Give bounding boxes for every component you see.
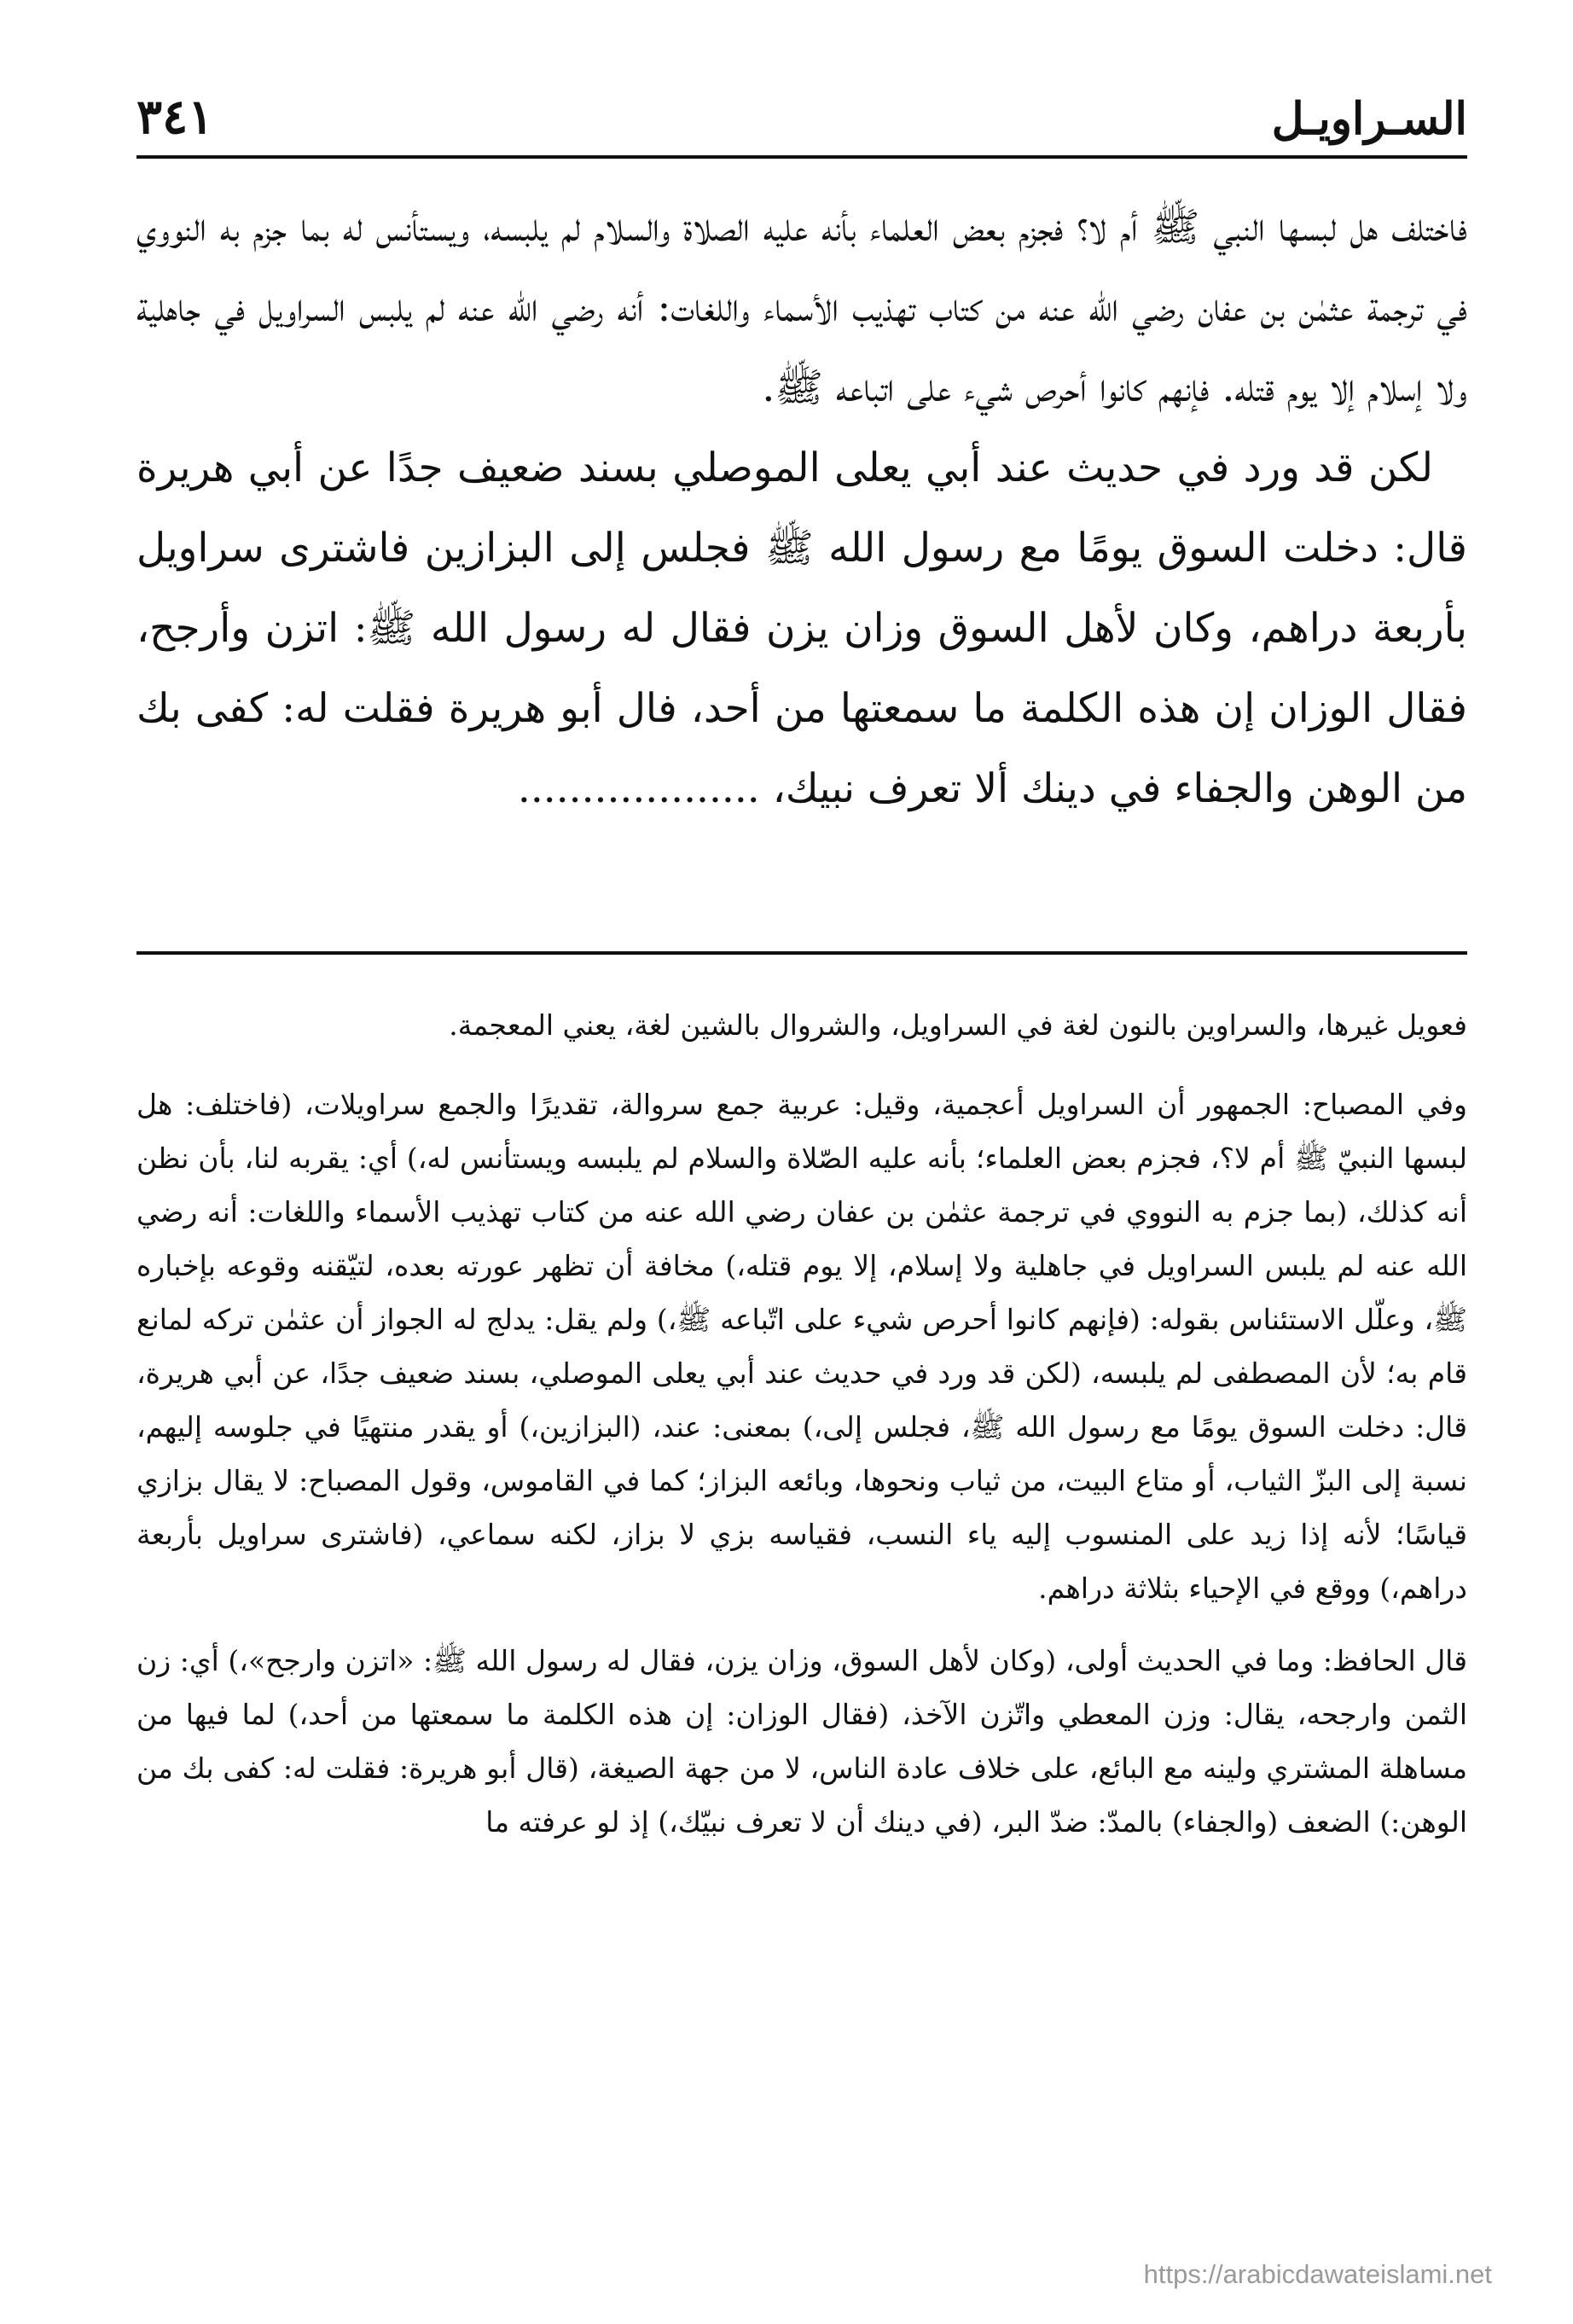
main-paragraph-1: فاختلف هل لبسها النبي ﷺ أم لا؟ فجزم بعض العلماء بأنه عليه الصلاة والسلام لم يلبسه، ويستأنس له بما جزم به النووي في ترجمة عثمٰن بن عفان رضي الله عنه من كتاب تهذيب الأسماء واللغات: أنه رضي الله عنه لم يلبس السراويل في جاهلية ولا إسلام إلا يوم قتله. فإنهم كانوا أحرص شيء على اتباعه ﷺ. bbox=[136, 204, 1467, 411]
book-page bbox=[136, 68, 1467, 2252]
commentary-paragraph-1: فعويل غيرها، والسراوين بالنون لغة في السراويل، والشروال بالشين لغة، يعني المعجمة. bbox=[449, 1008, 1467, 1042]
main-text bbox=[136, 188, 1467, 829]
commentary-paragraph-2: وفي المصباح: الجمهور أن السراويل أعجمية، وقيل: عربية جمع سروالة، تقديرًا والجمع سراويلات، (فاختلف: هل لبسها النبيّ ﷺ أم لا؟، فجزم بعض العلماء؛ بأنه عليه الصّلاة والسلام لم يلبسه ويستأنس له،) أي: يقربه لنا، بأن نظن أنه كذلك، (بما جزم به النووي في ترجمة عثمٰن بن عفان رضي الله عنه من كتاب تهذيب الأسماء واللغات: أنه رضي الله عنه لم يلبس السراويل في جاهلية ولا إسلام، إلا يوم قتله،) مخافة أن تظهر عورته بعده، لتيّقنه وقوعه بإخباره ﷺ، وعلّل الاستئناس بقوله: (فإنهم كانوا أحرص شيء على اتّباعه ﷺ،) ولم يقل: يدلج له الجواز أن عثمٰن تركه لمانع قام به؛ لأن المصطفى لم يلبسه، (لكن قد ورد في حديث عند أبي يعلى الموصلي، بسند ضعيف جدًا، عن أبي هريرة، قال: دخلت السوق يومًا مع رسول الله ﷺ، فجلس إلى،) بمعنى: عند، (البزازين،) أو يقدر منتهيًا في جلوسه إليهم، نسبة إلى البزّ الثياب، أو متاع البيت، من ثياب ونحوها، وبائعه البزاز؛ كما في القاموس، وقول المصباح: لا يقال بزازي قياسًا؛ لأنه إذا زيد على المنسوب إليه ياء النسب، فقياسه بزي لا بزاز، لكنه سماعي، (فاشترى سراويل بأربعة دراهم،) ووقع في الإحياء بثلاثة دراهم. bbox=[136, 1088, 1467, 1605]
ellipsis-dots: ................... bbox=[517, 765, 760, 812]
chapter-title: السـراويـل bbox=[1271, 93, 1467, 145]
commentary-text bbox=[136, 998, 1467, 1868]
main-paragraph-2 bbox=[136, 428, 1467, 829]
watermark-url: https://arabicdawateislami.net bbox=[1143, 2259, 1492, 2289]
page-header bbox=[136, 68, 1467, 159]
footnote-divider bbox=[136, 951, 1467, 955]
commentary-paragraph-3: قال الحافظ: وما في الحديث أولى، (وكان لأهل السوق، وزان يزن، فقال له رسول الله ﷺ: «اتزن وارجح»،) أي: زن الثمن وارجحه، يقال: وزن المعطي واتّزن الآخذ، (فقال الوزان: إن هذه الكلمة ما سمعتها من أحد،) لما فيها من مساهلة المشتري ولينه مع البائع، على خلاف عادة الناس، لا من جهة الصيغة، (قال أبو هريرة: فقلت له: كفى بك من الوهن:) الضعف (والجفاء) بالمدّ: ضدّ البر، (في دينك أن لا تعرف نبيّك،) إذ لو عرفته ما bbox=[136, 1644, 1467, 1839]
page-number: ٣٤١ bbox=[136, 89, 214, 145]
main-paragraph-2-text: لكن قد ورد في حديث عند أبي يعلى الموصلي بسند ضعيف جدًا عن أبي هريرة قال: دخلت السوق يومًا مع رسول الله ﷺ فجلس إلى البزازين فاشترى سراويل بأربعة دراهم، وكان لأهل السوق وزان يزن فقال له رسول الله ﷺ: اتزن وأرجح، فقال الوزان إن هذه الكلمة ما سمعتها من أحد، فال أبو هريرة فقلت له: كفى بك من الوهن والجفاء في دينك ألا تعرف نبيك، bbox=[136, 444, 1467, 812]
